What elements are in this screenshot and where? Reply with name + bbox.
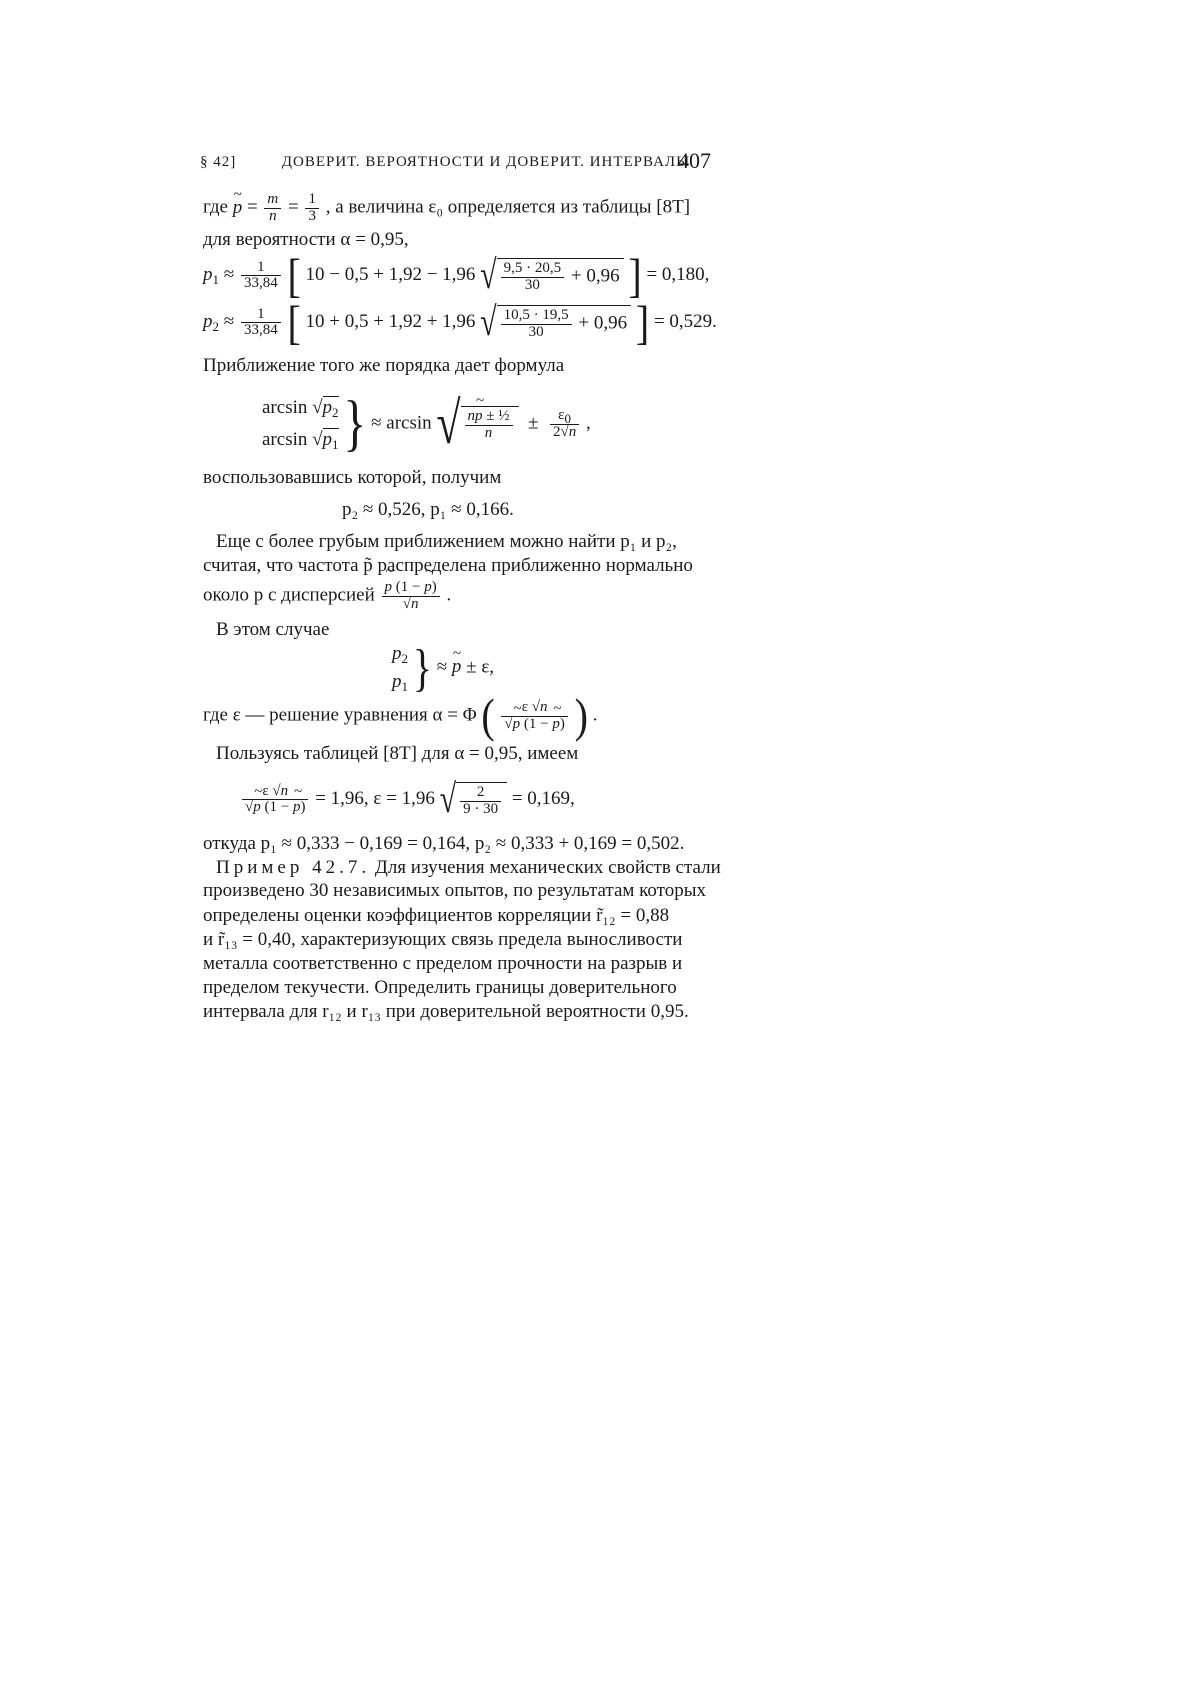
para2-line-3-text: около p с дисперсией	[203, 584, 375, 606]
using-table: Пользуясь таблицей [8T] для α = 0,95, имеем	[216, 743, 579, 764]
example-label: Пример 42.7.	[216, 857, 371, 878]
using-it: воспользовавшись которой, получим	[203, 467, 502, 488]
word-where: где	[203, 196, 228, 218]
whence-line: откуда p₁ ≈ 0,333 − 0,169 = 0,164, p₂ ≈ 0,333 + 0,169 = 0,502.	[203, 833, 685, 854]
formula-p2: $p_2$ ≈ $\frac{1}{33,84}$ [ 10 + 0,5 + 1,92 + 1,96 √ $\frac{10,5 \cdot 19,5}{30}$ + 0,96 ] = 0,529.	[203, 295, 717, 350]
arcsin-left: $\arcsin √p_2$ $\arcsin √p_1$	[262, 397, 339, 452]
eps-result-formula	[240, 776, 575, 822]
sqrt-symbol: √	[480, 299, 497, 345]
sqrt-symbol: √	[439, 776, 457, 822]
p2-result: = 0,529.	[653, 311, 717, 333]
fraction-one-over-33-84: $\frac{1}{33,84}$	[241, 307, 281, 340]
right-bracket: ]	[628, 248, 642, 303]
results-line-1: p₂ ≈ 0,526, p₁ ≈ 0,166.	[342, 499, 514, 520]
page-number: 407	[678, 148, 711, 173]
example-line-3: определены оценки коэффициентов корреляции r̃₁₂ = 0,88	[203, 905, 670, 926]
formula-p1: $p_1$ ≈ $\frac{1}{33,84}$ [ 10 − 0,5 + 1,92 − 1,96 √ $\frac{9,5 \cdot 20,5}{30}$ + 0,96 ] = 0,180,	[203, 248, 710, 303]
eps-fraction: $\frac{\varepsilon √n}{√\sim p (1 - \sim p)}$	[501, 700, 567, 733]
p1-rad-denominator: 30	[524, 276, 540, 293]
right-brace: }	[343, 388, 367, 458]
example-line-1-text: Для изучения механических свойств стали	[374, 857, 721, 878]
header-title: ДОВЕРИТ. ВЕРОЯТНОСТИ И ДОВЕРИТ. ИНТЕРВАЛЫ	[281, 154, 691, 170]
left-bracket: [	[287, 295, 301, 350]
p2-rad-tail: + 0,96	[578, 312, 628, 334]
para2-line-2: считая, что частота p̃ распределена приближенно нормально	[203, 555, 693, 576]
section-number: § 42]	[200, 154, 237, 170]
right-paren: )	[574, 688, 588, 743]
example-line-4: и r̃₁₃ = 0,40, характеризующих связь предела выносливости	[203, 929, 683, 950]
para2-line-3: около p с дисперсией ~ $\frac{p (1 - \sim p)}{√n}$ .	[203, 580, 451, 613]
para2-line-1: Еще с более грубым приближением можно найти p₁ и p₂,	[216, 531, 677, 552]
variance-fraction: ~ $\frac{p (1 - \sim p)}{√n}$	[382, 580, 440, 613]
eps-definition-text: где ε — решение уравнения α = Φ	[203, 704, 477, 726]
running-header	[200, 150, 690, 174]
line-1-tail: , а величина ε₀ определяется из таблицы [8T]	[325, 196, 691, 218]
example-line-7: интервала для r₁₂ и r₁₃ при доверительной вероятности 0,95.	[203, 1001, 689, 1022]
p2-radicand	[497, 305, 631, 341]
fraction-one-over-33-84: $\frac{1}{33,84}$	[241, 260, 281, 293]
p2-rad-numerator: 10,5 · 19,5	[501, 308, 572, 325]
example-line-2: произведено 30 независимых опытов, по результатам которых	[203, 880, 706, 901]
sqrt-symbol: √	[436, 390, 461, 457]
example-line-6: пределом текучести. Определить границы доверительного	[203, 977, 677, 998]
p2-rad-denominator: 30	[528, 323, 544, 340]
example-line-5: металла соответственно с пределом прочности на разрыв и	[203, 953, 683, 974]
p1-result: = 0,180,	[646, 264, 710, 286]
p1-radicand	[497, 258, 624, 294]
p2-inner: 10 + 0,5 + 1,92 + 1,96	[305, 311, 476, 333]
arcsin-radicand: $\frac{\text{n\textasciitilde{} p ± ½}}{n}$	[461, 406, 519, 442]
eps-radicand: $\frac{2}{9 \cdot 30}$	[456, 782, 507, 818]
p1-rad-numerator: 9,5 · 20,5	[501, 261, 565, 278]
eps-value: = 0,169,	[511, 788, 575, 810]
text-line-1: где ~ p = $\frac{m}{n}$ = $\frac{1}{3}$ , а величина ε₀ определяется из таблицы [8T]	[203, 192, 690, 225]
p1-rad-tail: + 0,96	[570, 265, 620, 287]
eps-fraction-2: $\frac{\varepsilon √n}{√\sim p (1 - \sim p)}$	[242, 784, 308, 817]
fraction-one-third: $\frac{1}{3}$	[305, 192, 319, 225]
p2-p1-stack: $p_2$ $p_1$	[392, 643, 408, 694]
text-line-2: для вероятности α = 0,95,	[203, 229, 409, 250]
right-bracket: ]	[635, 295, 650, 350]
right-brace: }	[412, 638, 432, 697]
eps0-over-2sqrtn: $\frac{\varepsilon_0}{2√n}$	[550, 408, 579, 441]
in-this-case: В этом случае	[216, 619, 330, 640]
sqrt-symbol: √	[480, 252, 497, 298]
formula-arcsin: $\arcsin √p_2$ $\arcsin √p_1$ } ≈ arcsin √ $\frac{\text{n\textasciitilde{} p ± ½}}{n}$ ± $\frac{\varepsilon_0}{2√n}$ ,	[262, 392, 591, 456]
example-line-1	[216, 856, 721, 880]
left-bracket: [	[287, 248, 301, 303]
eps-definition: где ε — решение уравнения α = Φ ( $\frac{\varepsilon √n}{√\sim p (1 - \sim p)}$ ) .	[203, 700, 597, 733]
approx-intro: Приближение того же порядка дает формула	[203, 355, 565, 376]
formula-p-pm-eps: $p_2$ $p_1$ } ≈ ~ p ± ε,	[392, 640, 494, 696]
fraction-m-n: $\frac{m}{n}$	[264, 192, 281, 225]
eps-equals: = 1,96, ε = 1,96	[315, 788, 435, 810]
p1-inner: 10 − 0,5 + 1,92 − 1,96	[305, 264, 476, 286]
left-paren: (	[481, 688, 495, 743]
